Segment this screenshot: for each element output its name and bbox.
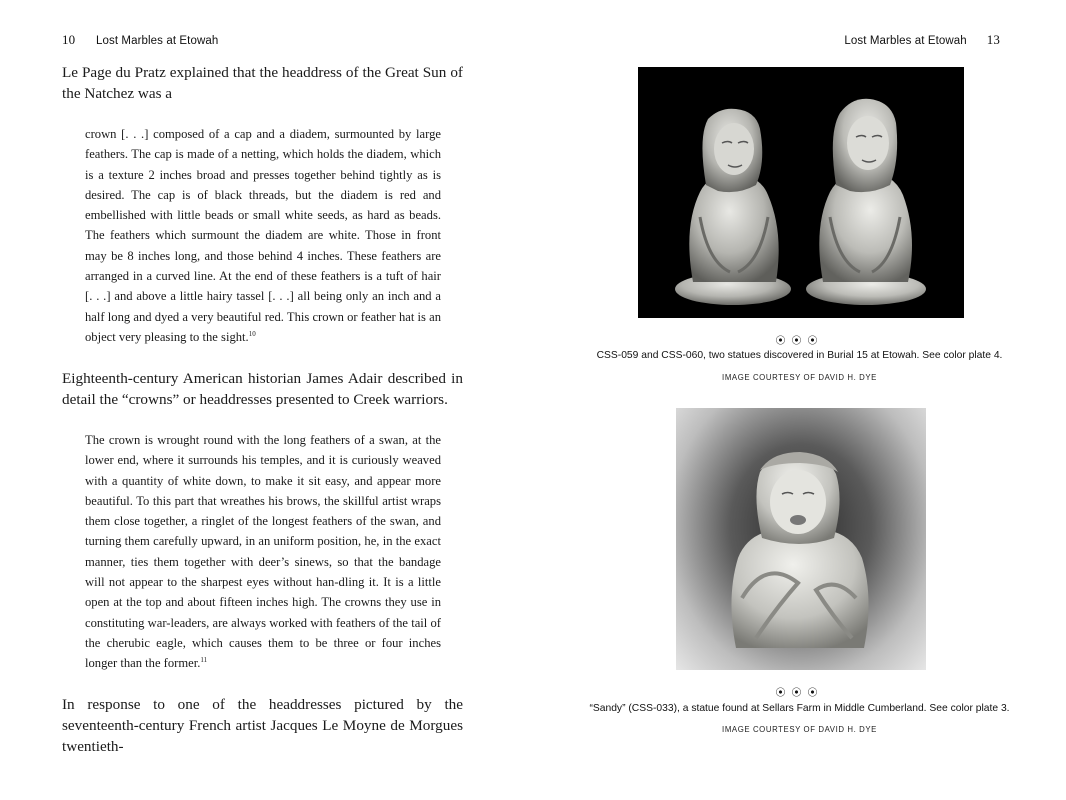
body-paragraph: Eighteenth-century American historian James Adair described in detail the “crowns” or headdresses presented to Creek warriors.	[62, 370, 463, 408]
photo-sandy-statue	[676, 408, 926, 670]
footnote-ref: 11	[200, 656, 208, 665]
footnote-ref: 10	[248, 329, 256, 338]
page-number: 13	[986, 32, 1000, 47]
sandy-statue-illustration	[676, 408, 926, 670]
running-head-right	[844, 32, 1000, 48]
statues-illustration	[638, 67, 964, 318]
running-title: Lost Marbles at Etowah	[844, 35, 967, 47]
body-paragraph: Le Page du Pratz explained that the headdress of the Great Sun of the Natchez was a	[62, 64, 463, 102]
block-quote-du-pratz: crown [. . .] composed of a cap and a diadem, surmounted by large feathers. The cap is made of a netting, which holds the diadem, which is a texture 2 inches broad and presses together behind tightly as is desired. The cap is of black threads, but the diadem is red and embellished with little beads or small white seeds, as hard as beads. The feathers which surmount the diadem are white. Those in front may be 8 inches long, and those behind 4 inches. These feathers are arranged in a curved line. At the end of these feathers is a tuft of hair [. . .] and above a little hairy tassel [. . .] all being only an inch and a half long and dyed a very beautiful red. This crown or feather hat is an object very pleasing to the sight.$^{10}$	[85, 127, 441, 344]
ornament-divider: ⦿⦿⦿	[775, 336, 824, 347]
image-credit: IMAGE COURTESY OF DAVID H. DYE	[722, 373, 877, 382]
block-quote-adair: The crown is wrought round with the long feathers of a swan, at the lower end, where it surrounds his temples, and it is curiously weaved with a quantity of white down, to make it sit easy, and appear more beautiful. To this part that wreathes his brows, the skillful artist wraps them close together, a ringlet of the longest feathers of the swan, and turning them carefully upward, in an uniform position, he, in the exact manner, ties them together with deer’s sinews, so that the bandage will not appear to the sharpest eyes without han-dling it. It is a little open at the top and about fifteen inches high. The crowns they use in constituting war-leaders, are always worked with feathers of the tail of the cherubic eagle, which causes them to be three or four inches longer than the former.$^{11}$	[85, 433, 441, 671]
figure-caption: CSS-059 and CSS-060, two statues discovered in Burial 15 at Etowah. See color plate 4.	[596, 350, 1003, 361]
body-paragraph: In response to one of the headdresses pictured by the seventeenth-century French artist Jacques Le Moyne de Morgues twentieth-	[62, 696, 463, 755]
photo-two-statues	[638, 67, 964, 318]
running-title: Lost Marbles at Etowah	[96, 35, 219, 47]
page-number: 10	[62, 32, 76, 47]
ornament-divider: ⦿⦿⦿	[775, 688, 824, 699]
figure-caption: “Sandy” (CSS-033), a statue found at Sellars Farm in Middle Cumberland. See color plate 3.	[589, 703, 1010, 714]
running-head-left	[62, 32, 218, 48]
image-credit: IMAGE COURTESY OF DAVID H. DYE	[722, 725, 877, 734]
